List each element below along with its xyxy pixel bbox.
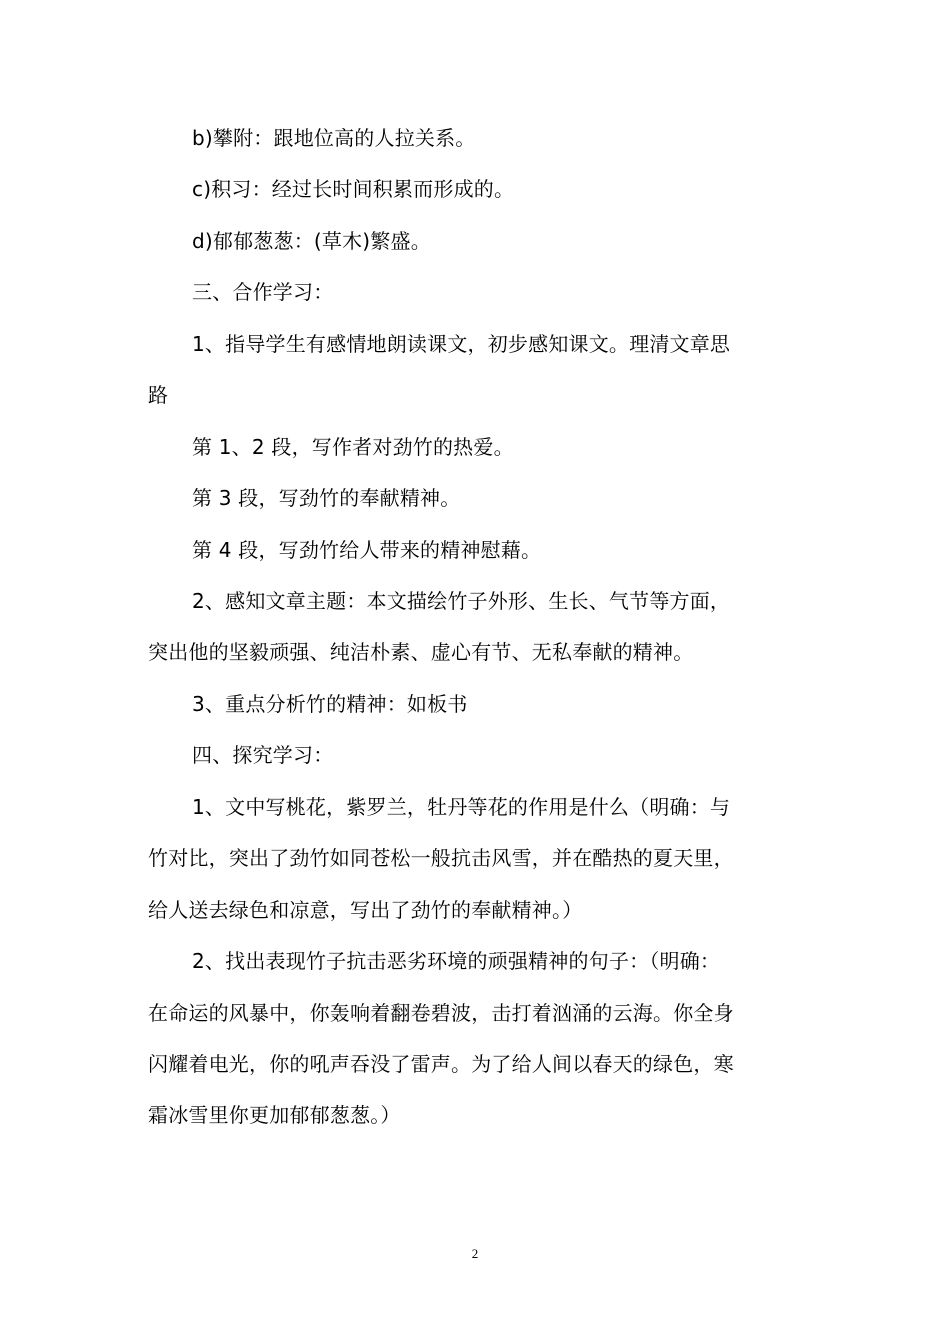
paragraph-line: 路: [148, 383, 169, 407]
paragraph-line: 在命运的风暴中，你轰响着翻卷碧波，击打着汹涌的云海。你全身: [148, 1001, 734, 1025]
paragraph-line: 第 4 段，写劲竹给人带来的精神慰藉。: [192, 538, 542, 562]
paragraph-line: 闪耀着电光，你的吼声吞没了雷声。为了给人间以春天的绿色，寒: [148, 1052, 734, 1076]
paragraph-line: 1、指导学生有感情地朗读课文，初步感知课文。理清文章思: [192, 332, 731, 356]
paragraph-line: 竹对比，突出了劲竹如同苍松一般抗击风雪，并在酷热的夏天里，: [148, 846, 734, 870]
paragraph-line: 给人送去绿色和凉意，写出了劲竹的奉献精神。）: [148, 898, 583, 922]
section-heading-inquiry-learning: 四、探究学习：: [192, 743, 334, 767]
paragraph-line: 第 3 段，写劲竹的奉献精神。: [192, 486, 461, 510]
paragraph-line: 第 1、2 段，写作者对劲竹的热爱。: [192, 435, 514, 459]
paragraph-line: 1、文中写桃花，紫罗兰，牡丹等花的作用是什么（明确：与: [192, 795, 731, 819]
paragraph-line: 2、找出表现竹子抗击恶劣环境的顽强精神的句子：（明确：: [192, 949, 721, 973]
definition-line-b: b)攀附：跟地位高的人拉关系。: [192, 126, 476, 150]
paragraph-line: 3、重点分析竹的精神：如板书: [192, 692, 468, 716]
definition-line-d: d)郁郁葱葱：(草木)繁盛。: [192, 229, 431, 253]
definition-line-c: c)积习：经过长时间积累而形成的。: [192, 177, 515, 201]
paragraph-line: 突出他的坚毅顽强、纯洁朴素、虚心有节、无私奉献的精神。: [148, 640, 694, 664]
page-number: 2: [471, 1246, 479, 1261]
paragraph-line: 霜冰雪里你更加郁郁葱葱。）: [148, 1103, 401, 1127]
section-heading-cooperative-learning: 三、合作学习：: [192, 280, 334, 304]
paragraph-line: 2、感知文章主题：本文描绘竹子外形、生长、气节等方面，: [192, 589, 731, 613]
